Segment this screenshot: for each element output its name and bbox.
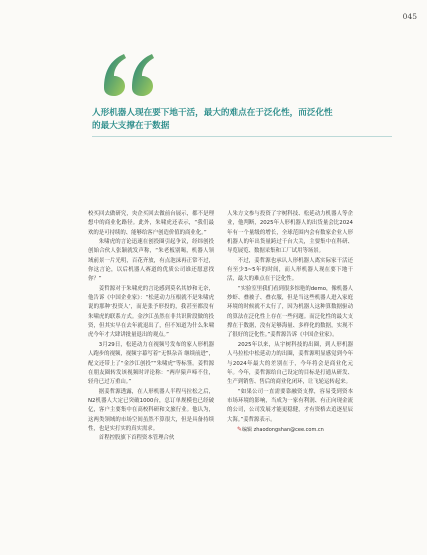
pen-icon: ✎ (237, 425, 243, 433)
pull-quote-headline (92, 107, 392, 133)
right-text-column (227, 210, 353, 435)
paragraph: 朱啸虎的言论迅速在创投圈引起争议，经纬创投创始合伙人张颖就发声称，“朱老板别喝，机器人领域前景一片光明，百花齐放，有点泡沫再正常不过，你这言论，以后机器人赛道的优质公司谁还愿意找你？” (88, 239, 214, 283)
headline-line-1: 人形机器人现在要下地干活，最大的难点在于泛化性，而泛化性 (92, 108, 333, 118)
paragraph: 姜哲源对于朱啸虎的言论感到莫名其妙和无奈，他告诉《中国企业家》：“松延动力压根就不是朱啸虎说的那种‘投资人’，而是张予形投的，我甚至都没有朱啸虎的联系方式。金沙江虽然在非共识阶段做的投资，但其实早在去年就退出了，但不知道为什么朱啸虎今年才大肆讲批量退出的观点。” (88, 285, 214, 339)
paragraph: “实验室里我们看到很多惊艳的demo，像机器人炒虾、叠被子、叠衣服，但是当这些机器人进入家庭环境的时候就不太行了，因为机器人这种算数据驱动的算法在泛化性上存在一些问题。而泛化性的最大支撑在于数据，没有足够海量、多样化的数据，实现不了很好的泛化性。”姜哲源告诉《中国企业家》。 (227, 285, 353, 339)
paragraph: 首程控股旗下首程资本管理合伙 (98, 435, 175, 442)
top-bar (0, 0, 427, 30)
paragraph: 人朱方文参与投资了宇树科技、松延动力机器人等企业，他判断，2025年人形机器人的出货量会比2024年有一个量级的增长，全球范围内会有数家企业人形机器人的年出货量跨过千台大关，主要集中在科研、导览展览、数据采集和工厂试用等场景。 (227, 211, 353, 255)
editor-email: zhaodongshan@cee.com.cn (253, 426, 324, 433)
left-text-column (88, 210, 214, 444)
paragraph: “如果公司一直需要靠融资支撑，容易受到资本市场环境的影响，当成为一家有利润、有正向现金流的公司，公司发展才能更稳健，才有资格去追逐星辰大海。”姜哲源表示。 (227, 388, 353, 423)
editor-credit (227, 425, 353, 435)
paragraph: 不过，姜哲源也承认人形机器人离实际家干活还有至少3~5年的时间，而人形机器人现在要下地干活，最大的难点在于泛化性。 (227, 257, 353, 283)
paragraph: 据姜哲源透露，在人形机器人半程马拉松之后，N2机器人大定已突破1000台，总订单规模也已经破亿，客户主要集中在高校科研和文旅行业。他认为，这两类领域的市场空间虽然不算很大，但是具备持续性，也是实打实的真实需求。 (88, 388, 214, 432)
paragraph: 校买回去做研究，央企买回去做前台展示，都不是理想中的商业化路径。此外，朱啸虎还表示，“我们最欢的是可持续的、能够给客户创造价值的商业化。” (88, 211, 214, 236)
paragraph: 3月29日，松延动力在视频号发布的家人形机器人跑步的视频，视频字幕写着“无惧杂音 继续前进”，配文还带上了“金沙江创投”“朱啸虎”等标签。姜哲源在朋友圈转发该视频时评论称：“两岸猿声啼不住，轻舟已过万重山。” (88, 341, 214, 386)
editor-label: 编辑 (242, 426, 253, 433)
page-number: 045 (402, 12, 417, 21)
headline-divider (92, 136, 392, 137)
quotation-mark-icon (100, 48, 160, 98)
headline-line-2: 的最大支撑在于数据 (92, 121, 170, 131)
paragraph: 2025年以来，从宇树科技的出圈，到人形机器人马拉松中松延动力的出圈，姜哲源明显感觉到今年与2024年最大的差别在于，今年将会是商业化元年。今年，姜哲源给自己设定的目标是打通从研发、生产到销售、售后的商业化闭环，让飞轮运转起来。 (227, 341, 353, 386)
